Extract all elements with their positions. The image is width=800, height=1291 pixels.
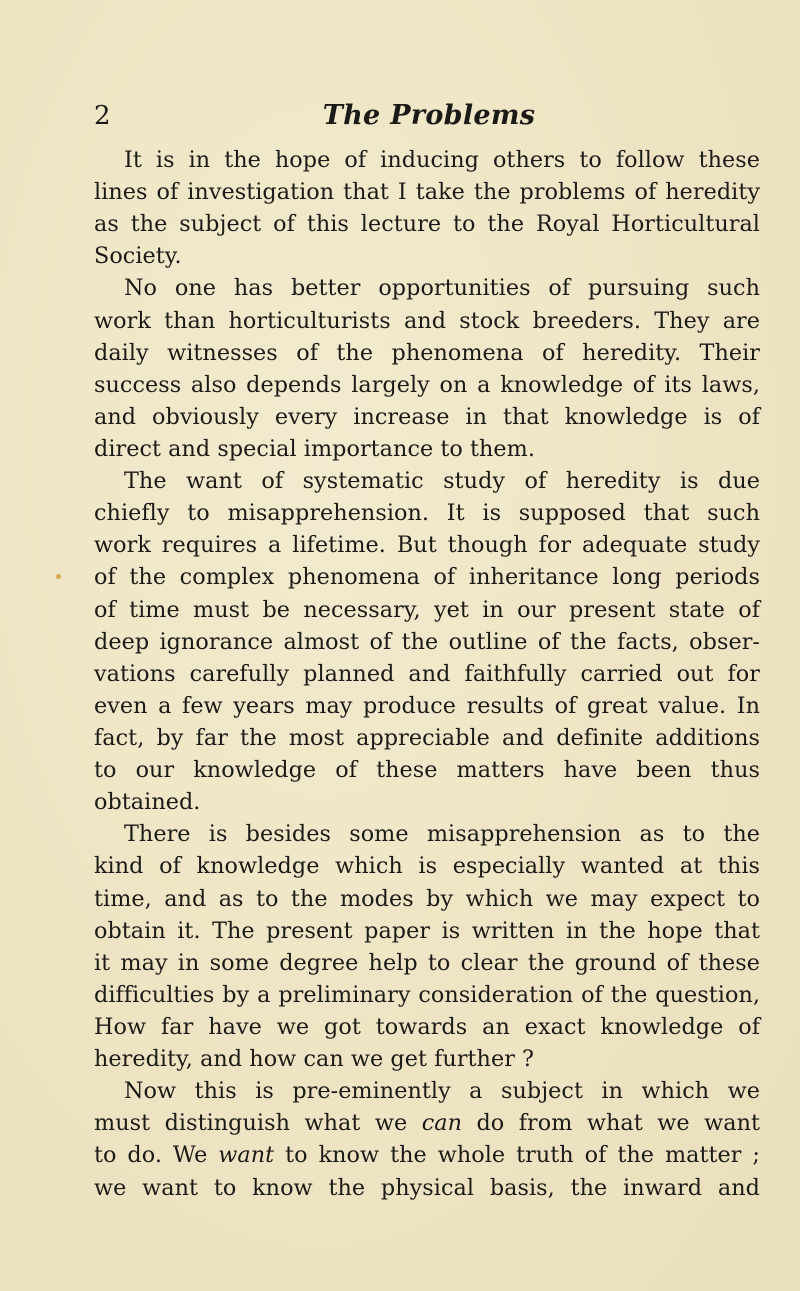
text-run: There is besides some misapprehension as to the: [124, 821, 760, 848]
text-line: [94, 1139, 760, 1171]
text-line: [94, 1043, 760, 1075]
text-run: to know the whole truth of the matter ;: [274, 1142, 760, 1169]
text-run: must distinguish what we: [94, 1110, 422, 1137]
text-run: How far have we got towards an exact knowledge of: [94, 1013, 760, 1040]
text-line: [94, 786, 760, 818]
text-line: [94, 176, 760, 208]
text-line: [94, 626, 760, 658]
text-line: [94, 144, 760, 176]
italic-emphasis: can: [421, 1110, 462, 1137]
text-run: of time must be necessary, yet in our present state of: [94, 596, 760, 623]
text-line: [94, 305, 760, 337]
text-run: kind of knowledge which is especially wanted at this: [94, 853, 760, 880]
text-line: [94, 690, 760, 722]
running-head: [94, 96, 764, 136]
text-run: it may in some degree help to clear the ground of these: [94, 949, 760, 976]
text-line: [94, 497, 760, 529]
text-run: of the complex phenomena of inheritance long periods: [94, 564, 760, 591]
text-line: [94, 979, 760, 1011]
text-line: [94, 1075, 760, 1107]
text-run: time, and as to the modes by which we may expect to: [94, 885, 760, 912]
text-run: do from what we want: [461, 1110, 760, 1137]
text-line: [94, 433, 760, 465]
text-run: deep ignorance almost of the outline of the facts, obser-: [94, 628, 760, 655]
text-run: obtain it. The present paper is written in the hope that: [94, 917, 760, 944]
text-line: [94, 465, 760, 497]
text-run: It is in the hope of inducing others to follow these: [124, 147, 760, 173]
text-run: work requires a lifetime. But though for adequate study: [94, 532, 760, 559]
text-run: chiefly to misapprehension. It is supposed that such: [94, 500, 760, 527]
text-run: and obviously every increase in that knowledge is of: [94, 403, 760, 430]
text-run: success also depends largely on a knowledge of its laws,: [94, 371, 760, 398]
text-line: [94, 658, 760, 690]
text-run: to do. We: [94, 1142, 219, 1169]
text-line: [94, 947, 760, 979]
page-number: 2: [94, 101, 111, 131]
running-title: The Problems: [322, 100, 536, 131]
paper-speck: [56, 574, 61, 579]
text-run: we want to know the physical basis, the inward and: [94, 1174, 760, 1201]
text-run: even a few years may produce results of great value. In: [94, 692, 760, 719]
text-run: vations carefully planned and faithfully carried out for: [94, 660, 760, 687]
text-line: [94, 1107, 760, 1139]
text-line: [94, 240, 760, 272]
text-run: lines of investigation that I take the problems of heredity: [94, 179, 760, 206]
text-run: to our knowledge of these matters have been thus: [94, 757, 760, 784]
text-run: as the subject of this lecture to the Royal Horticultural: [94, 211, 760, 238]
body-text: [94, 144, 760, 1204]
text-run: heredity, and how can we get further ?: [94, 1046, 535, 1073]
text-line: [94, 369, 760, 401]
text-line: [94, 272, 760, 304]
text-line: [94, 208, 760, 240]
text-line: [94, 337, 760, 369]
text-run: Society.: [94, 243, 182, 270]
italic-emphasis: want: [218, 1142, 275, 1169]
text-line: [94, 561, 760, 593]
text-run: direct and special importance to them.: [94, 435, 535, 462]
text-line: [94, 1172, 760, 1204]
text-run: fact, by far the most appreciable and definite additions: [94, 724, 760, 751]
text-line: [94, 1011, 760, 1043]
text-run: difficulties by a preliminary consideration of the question,: [94, 981, 760, 1008]
text-run: daily witnesses of the phenomena of heredity. Their: [94, 339, 760, 366]
text-line: [94, 529, 760, 561]
text-line: [94, 883, 760, 915]
text-line: [94, 401, 760, 433]
text-line: [94, 818, 760, 850]
text-line: [94, 594, 760, 626]
text-run: obtained.: [94, 789, 201, 816]
text-line: [94, 722, 760, 754]
text-line: [94, 754, 760, 786]
text-run: The want of systematic study of heredity is due: [124, 468, 760, 495]
text-run: Now this is pre-eminently a subject in which we: [124, 1078, 760, 1105]
text-run: work than horticulturists and stock breeders. They are: [94, 307, 760, 334]
text-run: No one has better opportunities of pursuing such: [124, 275, 760, 302]
text-line: [94, 915, 760, 947]
text-line: [94, 850, 760, 882]
